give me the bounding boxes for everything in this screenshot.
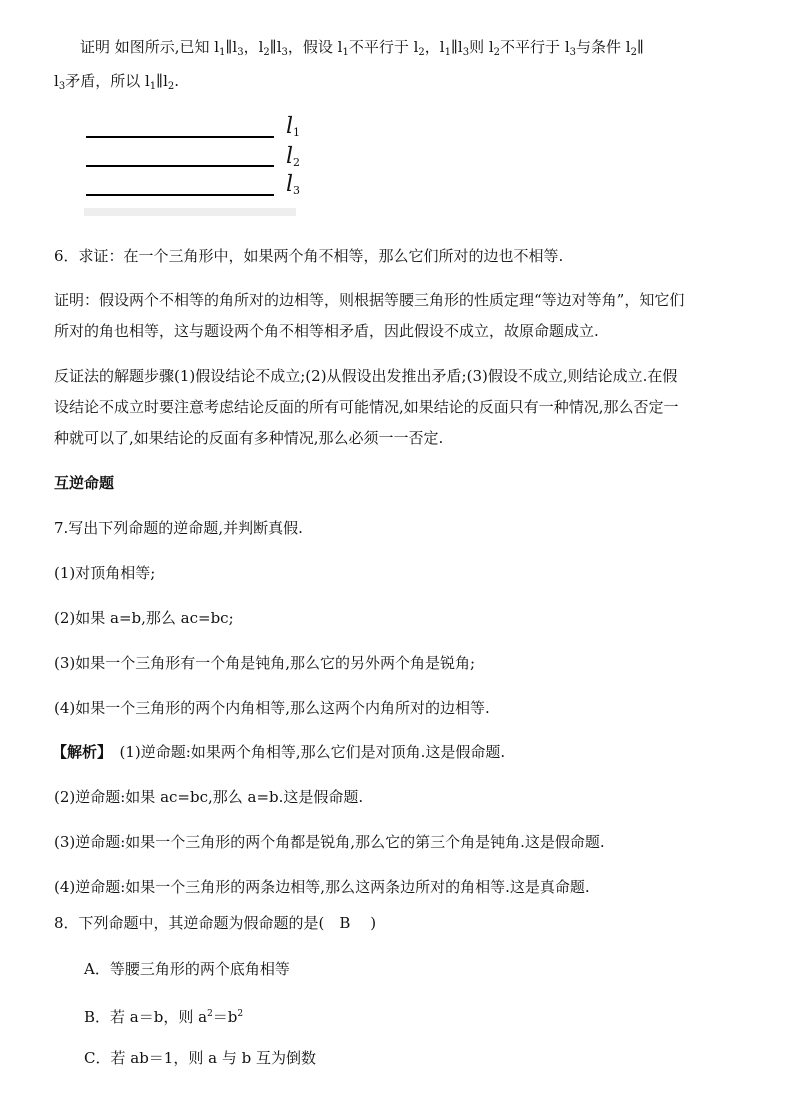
label-l3: $l_3$: [286, 172, 301, 197]
q8-option-b: B．若 a＝b，则 $a^2=b^2$: [84, 1008, 244, 1026]
parallel-lines-figure: [78, 108, 308, 218]
method-line-2: 设结论不成立时要注意考虑结论反面的所有可能情况,如果结论的反面只有一种情况,那么否定一: [54, 398, 679, 416]
proof-line-1: 证明 如图所示,已知 $l_1\parallel l_3$，$l_2\parallel l_3$，假设 $l_1$不平行于 $l_2$，$l_1\parallel l_3$则 $l_2$不平行于 $l_3$与条件 $l_2\parallel$: [80, 38, 644, 58]
q8-option-a: A．等腰三角形的两个底角相等: [84, 960, 290, 978]
method-line-1: 反证法的解题步骤(1)假设结论不成立;(2)从假设出发推出矛盾;(3)假设不成立,则结论成立.在假: [54, 367, 678, 385]
q7-item-4: (4)如果一个三角形的两个内角相等,那么这两个内角所对的边相等.: [54, 699, 490, 717]
q6-proof-line-2: 所对的角也相等，这与题设两个角不相等相矛盾，因此假设不成立，故原命题成立.: [54, 322, 599, 340]
q7-item-3: (3)如果一个三角形有一个角是钝角,那么它的另外两个角是锐角;: [54, 654, 476, 672]
q7-answer-4: (4)逆命题:如果一个三角形的两条边相等,那么这两条边所对的角相等.这是真命题.: [54, 878, 590, 896]
section-heading: 互逆命题: [54, 474, 115, 492]
q7-analysis: [52, 741, 505, 763]
analysis-label: 【解析】: [52, 743, 105, 761]
q7-item-1: (1)对顶角相等;: [54, 564, 156, 582]
q7-item-2: (2)如果 a=b,那么 ac=bc;: [54, 609, 234, 627]
label-l1: $l_1$: [286, 114, 301, 139]
q7-answer-2: (2)逆命题:如果 ac=bc,那么 a=b.这是假命题.: [54, 788, 364, 806]
label-l2: $l_2$: [286, 144, 301, 169]
q8-option-c: C．若 ab＝1，则 a 与 b 互为倒数: [84, 1049, 316, 1067]
q6-proof-line-1: 证明：假设两个不相等的角所对的边相等，则根据等腰三角形的性质定理“等边对等角”，知它们: [54, 291, 685, 309]
proof-line-2: $l_3$矛盾，所以 $l_1\parallel l_2$.: [54, 72, 180, 92]
q6-title: 6．求证：在一个三角形中，如果两个角不相等，那么它们所对的边也不相等.: [54, 247, 564, 265]
q7-title: 7.写出下列命题的逆命题,并判断真假.: [54, 519, 303, 537]
method-line-3: 种就可以了,如果结论的反面有多种情况,那么必须一一否定.: [54, 429, 444, 447]
q7-answer-3: (3)逆命题:如果一个三角形的两个角都是锐角,那么它的第三个角是钝角.这是假命题.: [54, 833, 605, 851]
parallel-lines-svg: [78, 108, 308, 218]
q7-answer-1: (1)逆命题:如果两个角相等,那么它们是对顶角.这是假命题.: [119, 743, 506, 761]
q8-title: 8．下列命题中，其逆命题为假命题的是( B ): [54, 914, 377, 932]
figure-shadow: [84, 208, 296, 216]
